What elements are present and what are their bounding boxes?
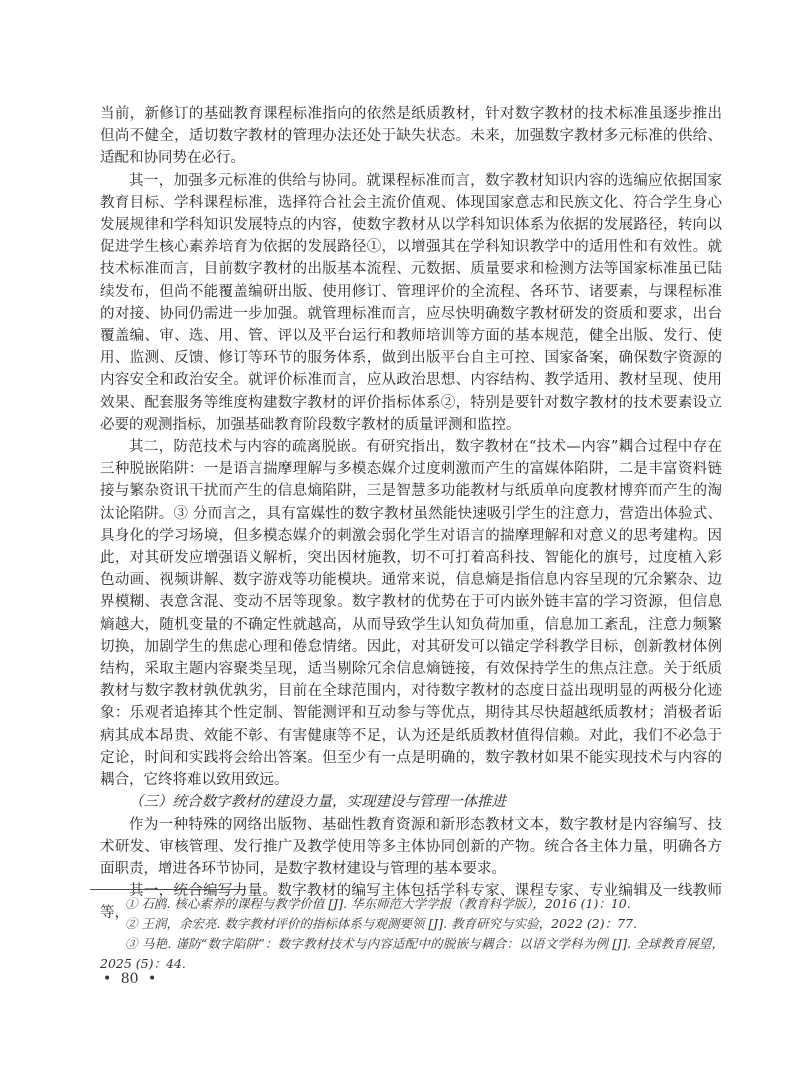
footnote-3: ③ 马艳. 谨防“数字陷阱”：数字教材技术与内容适配中的脱嵌与耦合：以语文学科为例 [J]. 全球教育展望，2025 (5)：44. [100, 936, 724, 971]
paragraph-standards: 其一，加强多元标准的供给与协同。就课程标准而言，数字教材知识内容的选编应依据国家教育目标、学科课程标准，选择符合社会主流价值观、体现国家意志和民族文化、符合学生身心发展规律和学科知识发展特点的内容，使数字教材从以学科知识体系为依据的发展路径，转向以促进学生核心素养培育为依据的发展路径①，以增强其在学科知识教学中的适用性和有效性。就技术标准而言，目前数字教材的出版基本流程、元数据、质量要求和检测方法等国家标准虽已陆续发布，但尚不能覆盖编研出版、使用修订、管理评价的全流程、各环节、诸要素，与课程标准的对接、协同仍需进一步加强。就管理标准而言，应尽快明确数字教材研发的资质和要求，出台覆盖编、审、选、用、管、评以及平台运行和教师培训等方面的基本规范，健全出版、发行、使用、监测、反馈、修订等环节的服务体系，做到出版平台自主可控、国家备案，确保数字资源的内容安全和政治安全。就评价标准而言，应从政治思想、内容结构、教学适用、教材呈现、使用效果、配套服务等维度构建数字教材的评价指标体系②，特别是要针对数字教材的技术要素设立必要的观测指标，加强基础教育阶段数字教材的质量评测和监控。 [100, 172, 722, 433]
footnote-separator-rule [90, 889, 246, 890]
paragraph-continuation: 当前，新修订的基础教育课程标准指向的依然是纸质教材，针对数字教材的技术标准虽逐步推出但尚不健全，适切数字教材的管理办法还处于缺失状态。未来，加强数字教材多元标准的供给、适配和协同势在必行。 [100, 106, 722, 167]
paragraph-writing-forces: 其一，统合编写力量。数字教材的编写主体包括学科专家、课程专家、专业编辑及一线教师等， [100, 883, 722, 922]
paragraph-technology-content: 其二，防范技术与内容的疏离脱嵌。有研究指出，数字教材在“技术—内容”耦合过程中存在三种脱嵌陷阱：一是语言揣摩理解与多模态媒介过度刺激而产生的富媒体陷阱，二是丰富资料链接与繁杂资讯干扰而产生的信息熵陷阱，三是智慧多功能教材与纸质单向度教材博弈而产生的淘汰论陷阱。③ 分而言之，具有富媒性的数字教材虽然能快速吸引学生的注意力，营造出体验式、具身化的学习场境，但多模态媒介的刺激会弱化学生对语言的揣摩理解和对意义的思考建构。因此，对其研发应增强语义解析，突出因材施教，切不可打着高科技、智能化的旗号，过度植入彩色动画、视频讲解、数字游戏等功能模块。通常来说，信息熵是指信息内容呈现的冗余繁杂、边界模糊、表意含混、变动不居等现象。数字教材的优势在于可内嵌外链丰富的学习资源，但信息熵越大，随机变量的不确定性就越高，从而导致学生认知负荷加重，信息加工紊乱，注意力频繁切换，加剧学生的焦虑心理和倦怠情绪。因此，对其研发可以锚定学科教学目标，创新教材体例结构，采取主题内容聚类呈现，适当剔除冗余信息熵链接，有效保持学生的焦点注意。关于纸质教材与数字教材孰优孰劣，目前在全球范围内，对待数字教材的态度日益出现明显的两极分化迹象：乐观者追捧其个性定制、智能测评和互动参与等优点，期待其尽快超越纸质教材；消极者诟病其成本昂贵、效能不彰、有害健康等不足，认为还是纸质教材值得信赖。对此，我们不必急于定论，时间和实践将会给出答案。但至少有一点是明确的，数字教材如果不能实现技术与内容的耦合，它终将难以致用致远。 [100, 439, 722, 789]
footnote-1: ① 石鸥. 核心素养的课程与教学价值 [J]. 华东师范大学学报（教育科学版），2016 (1)：10. [125, 896, 631, 911]
article-body [100, 103, 722, 925]
footnotes-block [100, 894, 724, 974]
footnote-2: ② 王润，余宏亮. 数字教材评价的指标体系与观测要领 [J]. 教育研究与实验，2022 (2)：77. [125, 916, 637, 931]
section-heading: （三）统合数字教材的建设力量，实现建设与管理一体推进 [129, 794, 506, 811]
page-number: • 80 • [103, 971, 157, 987]
paragraph-construction-forces: 作为一种特殊的网络出版物、基础性教育资源和新形态教材文本，数字教材是内容编写、技术研发、审核管理、发行推广及教学使用等多主体协同创新的产物。统合各主体力量，明确各方面职责，增进各环节协同，是数字教材建设与管理的基本要求。 [100, 816, 722, 877]
